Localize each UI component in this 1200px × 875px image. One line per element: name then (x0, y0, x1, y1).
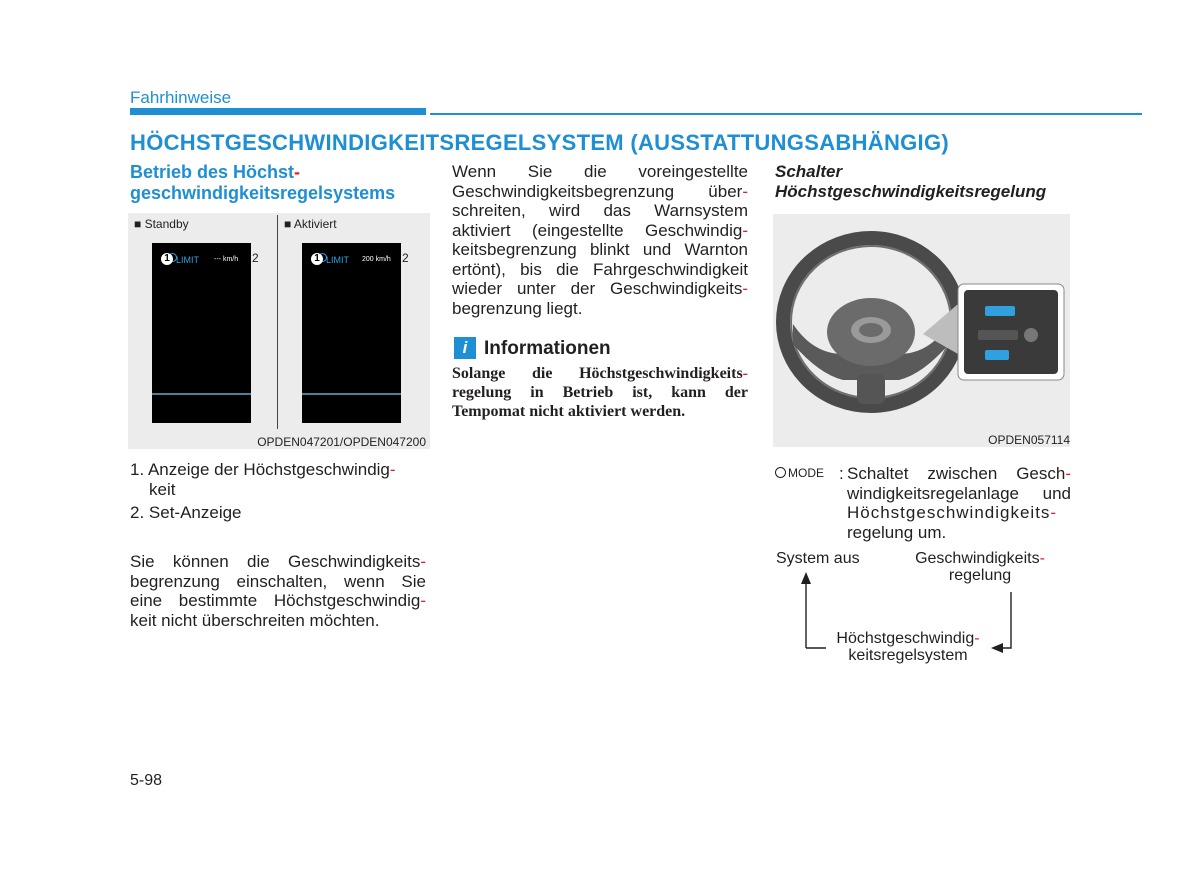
desc-line: regelung um. (847, 522, 947, 542)
para-line: Geschwindigkeitsbegrenzung über (452, 181, 743, 201)
figure-caption: OPDEN047201/OPDEN047200 (257, 435, 426, 449)
col3-heading-line2: Höchstgeschwindigkeitsregelung (775, 182, 1047, 201)
info-box-text (452, 364, 748, 421)
list-item-cont: keit (149, 479, 176, 499)
section-bar-thick (130, 108, 426, 115)
col1-heading (130, 162, 430, 204)
col3-heading-line1: Schalter (775, 162, 843, 181)
hyphen-mark: - (389, 460, 396, 479)
limit-text: LIMIT (176, 255, 200, 265)
para-line: ertönt), bis die Fahrgeschwindigkeit (452, 259, 748, 279)
steering-wheel-illustration (773, 214, 1070, 424)
info-title: Informationen (484, 338, 611, 359)
para-line: Sie können die Geschwindigkeits (130, 552, 421, 571)
info-icon: i (454, 337, 476, 359)
mode-label (775, 465, 835, 480)
state-line: Geschwindigkeits (915, 550, 1040, 567)
para-line: eine bestimmte Höchstgeschwindig (130, 591, 421, 610)
para-line: begrenzung einschalten, wenn Sie (130, 571, 426, 591)
callout-1: 1 (161, 253, 173, 265)
limit-value: --- km/h (214, 256, 239, 263)
desc-line: windigkeitsregelanlage und (847, 483, 1071, 503)
section-bar-thin (430, 113, 1142, 115)
col2-paragraph (452, 162, 748, 318)
figure-divider (277, 215, 278, 429)
hyphen-mark: - (420, 552, 426, 571)
hyphen-mark: - (294, 162, 301, 182)
feature-list (130, 460, 426, 523)
state-line: Höchstgeschwindig (836, 630, 975, 647)
hyphen-mark: - (742, 181, 748, 201)
figure-caption: OPDEN057114 (988, 433, 1070, 447)
limit-text: LIMIT (326, 255, 350, 265)
hyphen-mark: - (742, 365, 748, 382)
callout-2: 2 (252, 251, 259, 265)
mode-text: MODE (788, 465, 824, 480)
para-line: begrenzung liegt. (452, 298, 583, 318)
steering-wheel-figure (773, 214, 1070, 447)
mode-cycle-diagram (770, 548, 1070, 678)
hyphen-mark: - (1039, 550, 1045, 567)
para-line: schreiten, wird das Warnsystem (452, 201, 748, 220)
para-line: aktiviert (eingestellte Geschwindig (452, 220, 743, 240)
col3-heading (775, 162, 1046, 202)
list-item: 1. Anzeige der Höchstgeschwindig- (130, 460, 396, 479)
hyphen-mark: - (1050, 503, 1058, 522)
para-line: keit nicht überschreiten möchten. (130, 610, 380, 630)
para-line: keitsbegrenzung blinkt und Warnton (452, 240, 748, 259)
limit-value: 200 km/h (362, 256, 391, 263)
page-title: HÖCHSTGESCHWINDIGKEITSREGELSYSTEM (AUSSTATTUNGSABHÄNGIG) (130, 130, 949, 155)
cluster-figure (128, 213, 430, 449)
desc-line: Schaltet zwischen Gesch (847, 464, 1066, 483)
hyphen-mark: - (1065, 464, 1071, 483)
col1-heading-line2: geschwindigkeitsregelsystems (130, 183, 396, 203)
desc-line: Höchstgeschwindigkeits (847, 503, 1051, 522)
state-line: keitsregelsystem (848, 647, 968, 664)
cycle-arrows (770, 548, 1070, 678)
display-line (152, 393, 251, 395)
page-number: 5-98 (130, 772, 163, 789)
col1-heading-line1: Betrieb des Höchst (130, 162, 295, 182)
callout-1: 1 (311, 253, 323, 265)
hyphen-mark: - (742, 279, 748, 298)
list-item: 2. Set-Anzeige (130, 503, 242, 522)
state-system-off: System aus (776, 550, 860, 567)
active-display (302, 243, 401, 423)
info-line: Tempomat nicht aktiviert werden. (452, 403, 686, 420)
mode-colon: : (839, 464, 844, 483)
state-line: regelung (948, 567, 1012, 584)
active-label: ■ Aktiviert (284, 217, 337, 231)
info-line: regelung in Betrieb ist, kann der (452, 384, 748, 401)
col1-paragraph (130, 552, 426, 630)
mode-desc (847, 464, 1071, 542)
para-line: wieder unter der Geschwindigkeits (452, 279, 743, 298)
callout-2: 2 (402, 251, 409, 265)
hyphen-mark: - (974, 630, 980, 647)
standby-display (152, 243, 251, 423)
hyphen-mark: - (742, 220, 748, 240)
standby-label: ■ Standby (134, 217, 189, 231)
para-line: Wenn Sie die voreingestellte (452, 162, 748, 181)
info-line: Solange die Höchstgeschwindigkeits (452, 365, 743, 382)
hyphen-mark: - (420, 591, 426, 610)
display-line (302, 393, 401, 395)
speedometer-icon (775, 467, 786, 478)
section-label: Fahrhinweise (130, 88, 232, 107)
